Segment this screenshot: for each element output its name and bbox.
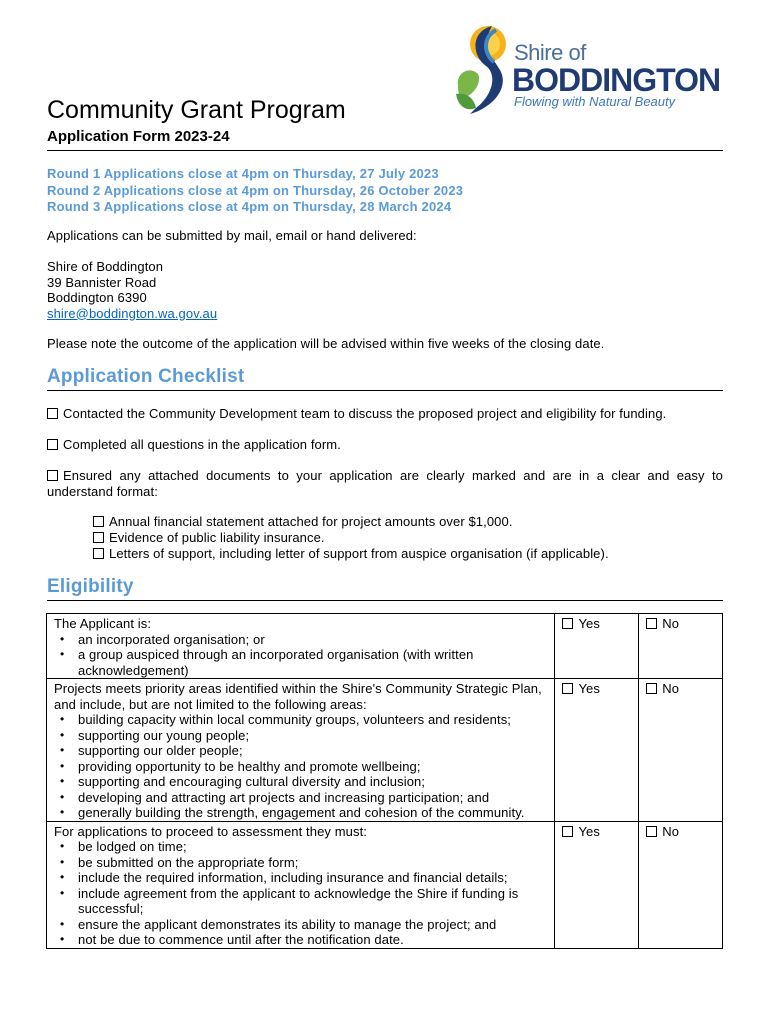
closing-dates <box>47 166 463 216</box>
yes-option[interactable]: Yes <box>555 821 639 948</box>
checklist-sub-item: Letters of support, including letter of support from auspice organisation (if applicable). <box>93 546 723 562</box>
checkbox[interactable] <box>93 532 104 543</box>
criteria-cell <box>47 821 555 948</box>
title-divider <box>47 150 723 151</box>
criteria-intro: For applications to proceed to assessment they must: <box>54 823 368 839</box>
checklist-sub-list <box>93 514 723 562</box>
eligibility-divider <box>47 600 723 601</box>
checklist-divider <box>47 390 723 391</box>
criteria-list <box>54 712 548 821</box>
round-2-date: Round 2 Applications close at 4pm on Thursday, 26 October 2023 <box>47 182 464 198</box>
checkbox[interactable] <box>646 826 657 837</box>
criteria-list <box>54 632 548 679</box>
no-option[interactable]: No <box>639 821 723 948</box>
criteria-cell <box>47 679 555 822</box>
list-item: • developing and attracting art projects and increasing participation; and <box>54 790 548 806</box>
table-row <box>47 679 723 822</box>
logo-shire-of: Shire of <box>514 40 586 65</box>
no-option[interactable]: No <box>639 679 723 822</box>
eligibility-heading: Eligibility <box>47 576 134 597</box>
list-item: • an incorporated organisation; or <box>54 632 548 648</box>
checkbox[interactable] <box>562 618 573 629</box>
list-item: • supporting and encouraging cultural diversity and inclusion; <box>54 774 548 790</box>
table-row <box>47 614 723 679</box>
no-option[interactable]: No <box>639 614 723 679</box>
checkbox[interactable] <box>562 683 573 694</box>
list-item: • include the required information, including insurance and financial details; <box>54 870 548 886</box>
address-street: 39 Bannister Road <box>47 274 157 290</box>
postal-address <box>47 259 217 321</box>
checklist-sub-item: Annual financial statement attached for project amounts over $1,000. <box>93 514 723 530</box>
address-name: Shire of Boddington <box>47 259 164 274</box>
list-item: • building capacity within local community groups, volunteers and residents; <box>54 712 548 728</box>
checkbox[interactable] <box>93 548 104 559</box>
yes-option[interactable]: Yes <box>555 679 639 822</box>
address-town: Boddington 6390 <box>47 290 147 305</box>
outcome-note: Please note the outcome of the application will be advised within five weeks of the closing date. <box>47 336 605 351</box>
list-item: • supporting our older people; <box>54 743 548 759</box>
page-subtitle: Application Form 2023-24 <box>47 128 230 145</box>
criteria-cell <box>47 614 555 679</box>
list-item: • be submitted on the appropriate form; <box>54 855 548 871</box>
checklist-item: Ensured any attached documents to your application are clearly marked and are in a clear and easy to understand format: <box>47 468 723 499</box>
logo-tagline: Flowing with Natural Beauty <box>514 94 676 109</box>
list-item: • be lodged on time; <box>54 839 548 855</box>
checklist-heading: Application Checklist <box>47 366 245 387</box>
checklist-sub-item: Evidence of public liability insurance. <box>93 530 723 546</box>
checkbox[interactable] <box>646 683 657 694</box>
list-item: • include agreement from the applicant to acknowledge the Shire if funding is successful; <box>54 886 548 917</box>
list-item: • supporting our young people; <box>54 728 548 744</box>
table-row <box>47 821 723 948</box>
page-title: Community Grant Program <box>47 96 346 124</box>
list-item: • not be due to commence until after the notification date. <box>54 932 548 948</box>
criteria-intro: The Applicant is: <box>54 616 152 631</box>
round-1-date: Round 1 Applications close at 4pm on Thursday, 27 July 2023 <box>47 166 439 181</box>
list-item: • a group auspiced through an incorporated organisation (with written acknowledgement) <box>54 647 548 678</box>
round-3-date: Round 3 Applications close at 4pm on Thursday, 28 March 2024 <box>47 199 452 214</box>
list-item: • providing opportunity to be healthy and promote wellbeing; <box>54 759 548 775</box>
river-emblem-icon <box>452 22 514 122</box>
email-link[interactable]: shire@boddington.wa.gov.au <box>47 305 218 321</box>
eligibility-table <box>46 613 723 949</box>
criteria-intro: Projects meets priority areas identified within the Shire's Community Strategic Plan, and include, but are not limited to the following areas: <box>54 681 542 712</box>
checkbox[interactable] <box>562 826 573 837</box>
yes-option[interactable]: Yes <box>555 614 639 679</box>
criteria-list <box>54 839 548 948</box>
checkbox[interactable] <box>646 618 657 629</box>
submission-intro: Applications can be submitted by mail, email or hand delivered: <box>47 228 417 243</box>
checkbox[interactable] <box>93 516 104 527</box>
list-item: • generally building the strength, engagement and cohesion of the community. <box>54 805 548 821</box>
logo-boddington: BODDINGTON <box>512 62 721 98</box>
shire-logo <box>452 22 732 122</box>
checkbox[interactable] <box>47 439 58 450</box>
checklist-item: Contacted the Community Development team to discuss the proposed project and eligibility for funding. <box>47 406 723 422</box>
checkbox[interactable] <box>47 470 58 481</box>
checkbox[interactable] <box>47 408 58 419</box>
checklist-item: Completed all questions in the application form. <box>47 437 723 453</box>
list-item: • ensure the applicant demonstrates its ability to manage the project; and <box>54 917 548 933</box>
